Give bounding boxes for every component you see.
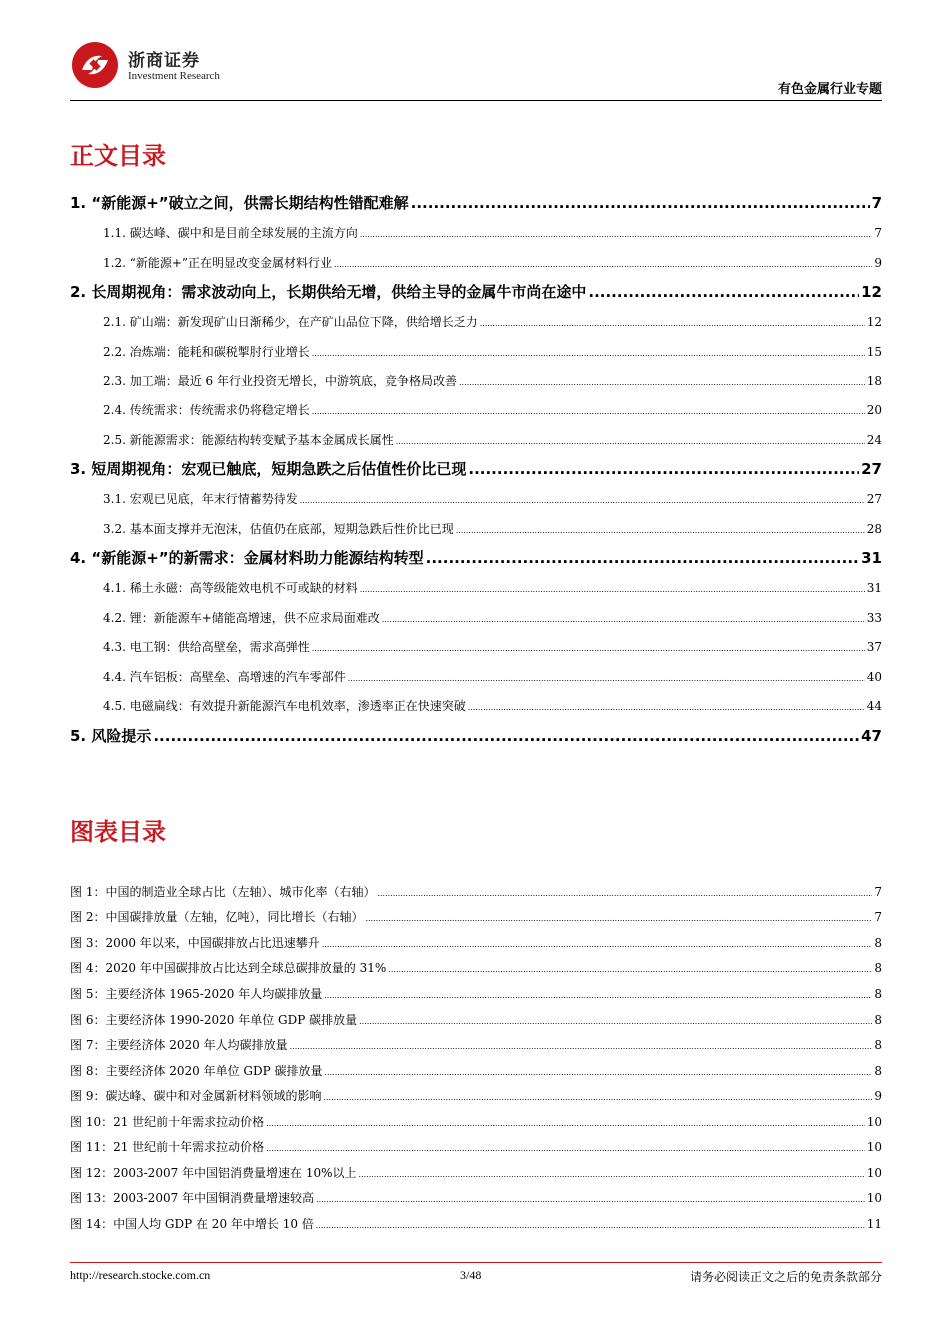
leader-dots <box>153 727 859 745</box>
footer-url-link[interactable]: http://research.stocke.com.cn <box>70 1268 211 1282</box>
toc-entry-label: 5. 风险提示 <box>70 727 152 745</box>
toc-entry[interactable] <box>70 725 882 746</box>
figure-entry-page: 8 <box>874 936 882 950</box>
toc-entry-page: 31 <box>866 581 882 595</box>
toc-entry-page: 40 <box>866 670 882 684</box>
toc-entry[interactable] <box>103 609 882 626</box>
leader-dots <box>316 1195 865 1204</box>
toc-entry-page: 12 <box>861 283 882 301</box>
figure-entry[interactable] <box>70 959 882 976</box>
toc-entry[interactable] <box>103 224 882 241</box>
figure-entry-label: 图 7：主要经济体 2020 年人均碳排放量 <box>70 1038 288 1052</box>
figure-entry-label: 图 13：2003-2007 年中国铜消费量增速较高 <box>70 1191 315 1205</box>
toc-entry[interactable] <box>103 343 882 360</box>
toc-entry-page: 18 <box>866 374 882 388</box>
leader-dots <box>382 615 865 624</box>
figure-entry[interactable] <box>70 1011 882 1028</box>
figure-entry-page: 8 <box>874 987 882 1001</box>
toc-entry-label: 2. 长周期视角：需求波动向上，长期供给无增，供给主导的金属牛市尚在途中 <box>70 283 587 301</box>
figure-entry-page: 7 <box>874 885 882 899</box>
toc-entry[interactable] <box>103 254 882 271</box>
toc-entry[interactable] <box>70 458 882 479</box>
figure-entry-page: 10 <box>866 1115 882 1129</box>
toc-entry-label: 1. “新能源+”破立之间，供需长期结构性错配难解 <box>70 194 409 212</box>
toc-entry-page: 7 <box>871 194 882 212</box>
leader-dots <box>359 1017 872 1026</box>
toc-entry-label: 2.3. 加工端：最近 6 年行业投资无增长，中游筑底，竞争格局改善 <box>103 374 457 388</box>
toc-entry[interactable] <box>103 401 882 418</box>
toc-entry-label: 2.4. 传统需求：传统需求仍将稳定增长 <box>103 403 310 417</box>
leader-dots <box>312 407 865 416</box>
leader-dots <box>468 460 859 478</box>
figure-entry[interactable] <box>70 1189 882 1206</box>
toc-entry-page: 15 <box>866 345 882 359</box>
logo-text-cn: 浙商证券 <box>128 51 200 71</box>
leader-dots <box>322 940 873 949</box>
toc-entry-label: 4.3. 电工钢：供给高壁垒，需求高弹性 <box>103 640 310 654</box>
figure-entry[interactable] <box>70 1215 882 1232</box>
leader-dots <box>316 1221 865 1230</box>
toc-entry-label: 4.2. 锂：新能源车+储能高增速，供不应求局面难改 <box>103 611 380 625</box>
leader-dots <box>359 1170 865 1179</box>
figure-entry-page: 8 <box>874 1013 882 1027</box>
figure-entry[interactable] <box>70 883 882 900</box>
toc-entry-page: 31 <box>861 549 882 567</box>
toc-entry-label: 4.1. 稀土永磁：高等级能效电机不可或缺的材料 <box>103 581 358 595</box>
leader-dots <box>588 283 859 301</box>
leader-dots <box>325 1068 873 1077</box>
figure-entry-label: 图 10：21 世纪前十年需求拉动价格 <box>70 1115 265 1129</box>
toc-entry[interactable] <box>103 668 882 685</box>
toc-entry[interactable] <box>103 490 882 507</box>
footer-divider <box>70 1262 882 1263</box>
leader-dots <box>323 1093 872 1102</box>
toc-entry[interactable] <box>70 547 882 568</box>
figure-entry[interactable] <box>70 985 882 1002</box>
toc-entry-label: 2.2. 冶炼端：能耗和碳税掣肘行业增长 <box>103 345 310 359</box>
figure-entry-label: 图 12：2003-2007 年中国铝消费量增速在 10%以上 <box>70 1166 357 1180</box>
figure-entry-page: 8 <box>874 1064 882 1078</box>
toc-title: 正文目录 <box>70 142 166 170</box>
toc-entry-label: 4.5. 电磁扁线：有效提升新能源汽车电机效率，渗透率正在快速突破 <box>103 699 466 713</box>
figure-entry-page: 8 <box>874 961 882 975</box>
figure-entry-page: 9 <box>874 1089 882 1103</box>
figure-entry[interactable] <box>70 908 882 925</box>
toc-entry-page: 27 <box>866 492 882 506</box>
toc-entry[interactable] <box>103 579 882 596</box>
leader-dots <box>266 1144 865 1153</box>
page-header <box>70 40 882 98</box>
figure-entry-label: 图 2：中国碳排放量（左轴，亿吨），同比增长（右轴） <box>70 910 364 924</box>
figure-entry-label: 图 9：碳达峰、碳中和对金属新材料领域的影响 <box>70 1089 322 1103</box>
industry-label: 有色金属行业专题 <box>777 82 882 97</box>
toc-entry-label: 3.1. 宏观已见底，年末行情蓄势待发 <box>103 492 298 506</box>
leader-dots <box>411 194 870 212</box>
leader-dots <box>456 526 865 535</box>
leader-dots <box>365 914 872 923</box>
toc-entry-label: 2.5. 新能源需求：能源结构转变赋予基本金属成长属性 <box>103 433 394 447</box>
toc-entry[interactable] <box>103 638 882 655</box>
leader-dots <box>300 496 865 505</box>
figure-entry-page: 10 <box>866 1140 882 1154</box>
figure-entry[interactable] <box>70 1036 882 1053</box>
toc-entry-label: 1.2. “新能源+”正在明显改变金属材料行业 <box>103 256 333 270</box>
logo-text-en: Investment Research <box>128 70 220 82</box>
disclaimer-note: 请务必阅读正文之后的免责条款部分 <box>689 1270 882 1284</box>
toc-entry-label: 3. 短周期视角：宏观已触底，短期急跌之后估值性价比已现 <box>70 460 467 478</box>
figure-entry-label: 图 3：2000 年以来，中国碳排放占比迅速攀升 <box>70 936 320 950</box>
toc-entry-page: 27 <box>861 460 882 478</box>
figure-entry-label: 图 11：21 世纪前十年需求拉动价格 <box>70 1140 265 1154</box>
toc-entry-page: 20 <box>866 403 882 417</box>
toc-entry-label: 3.2. 基本面支撑并无泡沫，估值仍在底部，短期急跌后性价比已现 <box>103 522 454 536</box>
figure-entry[interactable] <box>70 1164 882 1181</box>
toc-entry-label: 2.1. 矿山端：新发现矿山日渐稀少，在产矿山品位下降，供给增长乏力 <box>103 315 478 329</box>
toc-entry-label: 1.1. 碳达峰、碳中和是目前全球发展的主流方向 <box>103 226 358 240</box>
leader-dots <box>377 889 872 898</box>
leader-dots <box>459 378 865 387</box>
toc-entry-page: 44 <box>866 699 882 713</box>
leader-dots <box>426 549 859 567</box>
leader-dots <box>396 437 865 446</box>
toc-entry[interactable] <box>103 697 882 714</box>
figure-entry-label: 图 4：2020 年中国碳排放占比达到全球总碳排放量的 31% <box>70 961 387 975</box>
toc-entry-page: 12 <box>866 315 882 329</box>
toc-entry[interactable] <box>103 431 882 448</box>
leader-dots <box>324 991 872 1000</box>
figure-list-title: 图表目录 <box>70 818 166 846</box>
figure-entry-label: 图 1：中国的制造业全球占比（左轴）、城市化率（右轴） <box>70 885 376 899</box>
toc-entry-page: 37 <box>866 640 882 654</box>
leader-dots <box>480 319 865 328</box>
figure-entry-page: 10 <box>866 1166 882 1180</box>
toc-entry-page: 28 <box>866 522 882 536</box>
figure-entry[interactable] <box>70 1113 882 1130</box>
toc-entry-label: 4. “新能源+”的新需求：金属材料助力能源结构转型 <box>70 549 424 567</box>
leader-dots <box>468 703 865 712</box>
figure-entry-label: 图 8：主要经济体 2020 年单位 GDP 碳排放量 <box>70 1064 323 1078</box>
toc-entry[interactable] <box>70 281 882 302</box>
figure-entry-page: 10 <box>866 1191 882 1205</box>
toc-entry[interactable] <box>103 372 882 389</box>
leader-dots <box>312 644 865 653</box>
toc-entry-label: 4.4. 汽车铝板：高壁垒、高增速的汽车零部件 <box>103 670 346 684</box>
figure-entry-page: 7 <box>874 910 882 924</box>
figure-entry[interactable] <box>70 934 882 951</box>
toc-entry[interactable] <box>70 192 882 213</box>
leader-dots <box>312 349 865 358</box>
leader-dots <box>360 585 865 594</box>
figure-entry[interactable] <box>70 1062 882 1079</box>
figure-entry-label: 图 5：主要经济体 1965-2020 年人均碳排放量 <box>70 987 323 1001</box>
leader-dots <box>348 674 865 683</box>
leader-dots <box>266 1119 865 1128</box>
page-number: 3/48 <box>460 1268 482 1282</box>
toc-entry-page: 9 <box>874 256 882 270</box>
toc-entry-page: 24 <box>866 433 882 447</box>
toc-entry-page: 47 <box>861 727 882 745</box>
leader-dots <box>334 260 872 269</box>
leader-dots <box>388 965 872 974</box>
toc-entry-page: 7 <box>874 226 882 240</box>
figure-entry-page: 8 <box>874 1038 882 1052</box>
toc-entry[interactable] <box>103 520 882 537</box>
header-divider <box>70 100 882 101</box>
logo-icon <box>70 40 120 90</box>
figure-entry-label: 图 14：中国人均 GDP 在 20 年中增长 10 倍 <box>70 1217 314 1231</box>
figure-entry[interactable] <box>70 1138 882 1155</box>
toc-entry-page: 33 <box>866 611 882 625</box>
toc-entry[interactable] <box>103 313 882 330</box>
leader-dots <box>290 1042 873 1051</box>
leader-dots <box>360 230 873 239</box>
figure-entry-label: 图 6：主要经济体 1990-2020 年单位 GDP 碳排放量 <box>70 1013 358 1027</box>
figure-entry[interactable] <box>70 1087 882 1104</box>
figure-entry-page: 11 <box>866 1217 882 1231</box>
